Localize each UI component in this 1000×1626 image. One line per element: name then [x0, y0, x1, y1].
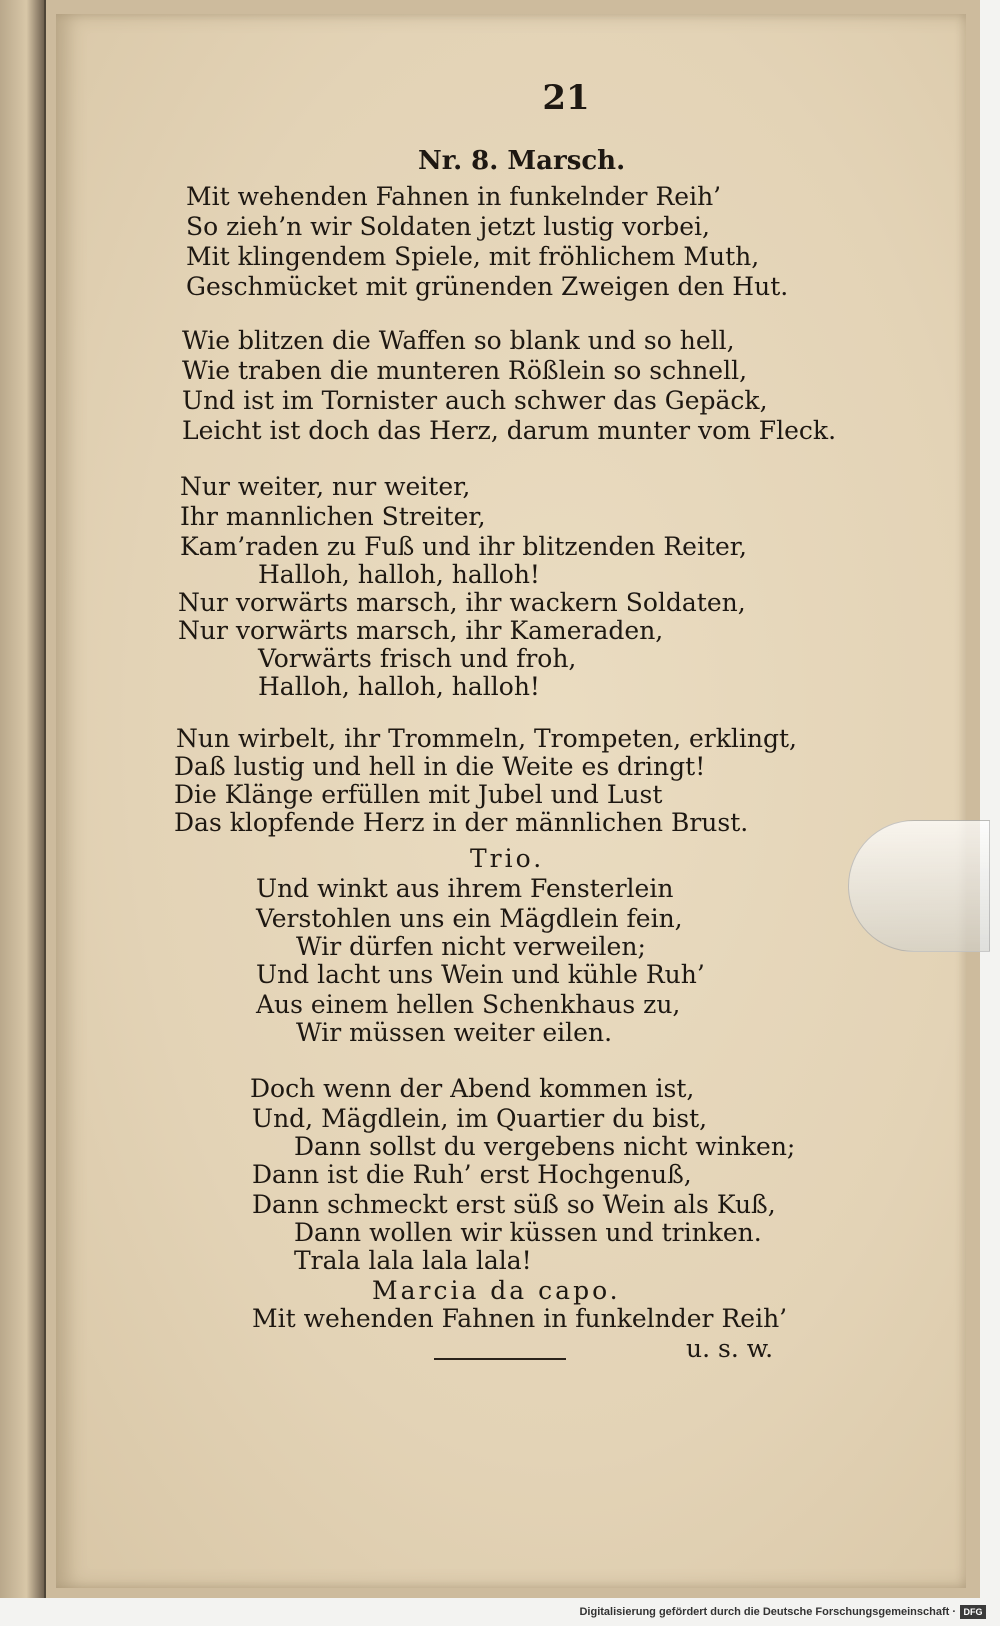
verse-line: Vorwärts frisch und froh, — [258, 644, 577, 673]
verse-line: Leicht ist doch das Herz, darum munter vom Fleck. — [182, 416, 837, 445]
left-page-edge — [0, 0, 46, 1598]
verse-line: Dann wollen wir küssen und trinken. — [294, 1218, 762, 1247]
verse-line: So zieh’n wir Soldaten jetzt lustig vorbei, — [186, 212, 710, 241]
verse-line: Geschmücket mit grünenden Zweigen den Hut. — [186, 272, 789, 301]
verse-line: Kam’raden zu Fuß und ihr blitzenden Reiter, — [180, 532, 747, 561]
verse-line: Mit klingendem Spiele, mit fröhlichem Muth, — [186, 242, 760, 271]
verse-line: Dann schmeckt erst süß so Wein als Kuß, — [252, 1190, 776, 1219]
verse-line: Dann ist die Ruh’ erst Hochgenuß, — [252, 1160, 692, 1189]
verse-line: Trala lala lala lala! — [294, 1246, 532, 1275]
verse-line: Und, Mägdlein, im Quartier du bist, — [252, 1104, 708, 1133]
verse-line: Das klopfende Herz in der männlichen Brust. — [174, 808, 749, 837]
book-page — [56, 14, 966, 1588]
verse-line: Nun wirbelt, ihr Trommeln, Trompeten, erklingt, — [176, 724, 797, 753]
footer-credit: Digitalisierung gefördert durch die Deutsche Forschungsgemeinschaft · — [579, 1606, 956, 1618]
verse-line: Nur vorwärts marsch, ihr Kameraden, — [178, 616, 664, 645]
da-capo-instruction: Marcia da capo. — [372, 1276, 621, 1305]
verse-line: Nur weiter, nur weiter, — [180, 472, 471, 501]
usw-text: u. s. w. — [686, 1334, 774, 1363]
verse-line: Halloh, halloh, halloh! — [258, 560, 540, 589]
verse-line: Wir dürfen nicht verweilen; — [296, 932, 646, 961]
page-number: 21 — [542, 78, 590, 118]
verse-line: Wie traben die munteren Rößlein so schnell, — [182, 356, 748, 385]
verse-line: Daß lustig und hell in die Weite es dringt! — [174, 752, 706, 781]
verse-line: Und ist im Tornister auch schwer das Gepäck, — [182, 386, 768, 415]
verse-line: Halloh, halloh, halloh! — [258, 672, 540, 701]
verse-line: Ihr mannlichen Streiter, — [180, 502, 486, 531]
end-rule — [434, 1358, 566, 1360]
verse-line: Wie blitzen die Waffen so blank und so hell, — [182, 326, 735, 355]
verse-line: Mit wehenden Fahnen in funkelnder Reih’ — [186, 182, 722, 211]
verse-line: Mit wehenden Fahnen in funkelnder Reih’ — [252, 1304, 788, 1333]
verse-line: Dann sollst du vergebens nicht winken; — [294, 1132, 796, 1161]
verse-line: Doch wenn der Abend kommen ist, — [250, 1074, 695, 1103]
page-holder-clip — [848, 820, 990, 952]
verse-line: Aus einem hellen Schenkhaus zu, — [256, 990, 681, 1019]
verse-line: Wir müssen weiter eilen. — [296, 1018, 613, 1047]
verse-line: Und lacht uns Wein und kühle Ruh’ — [256, 960, 705, 989]
verse-line: Nur vorwärts marsch, ihr wackern Soldaten, — [178, 588, 746, 617]
trio-heading: Trio. — [470, 844, 545, 873]
verse-line: Und winkt aus ihrem Fensterlein — [256, 874, 674, 903]
verse-line: Verstohlen uns ein Mägdlein fein, — [256, 904, 683, 933]
dfg-logo: DFG — [960, 1605, 986, 1619]
song-heading: Nr. 8. Marsch. — [418, 146, 626, 176]
verse-line: Die Klänge erfüllen mit Jubel und Lust — [174, 780, 663, 809]
